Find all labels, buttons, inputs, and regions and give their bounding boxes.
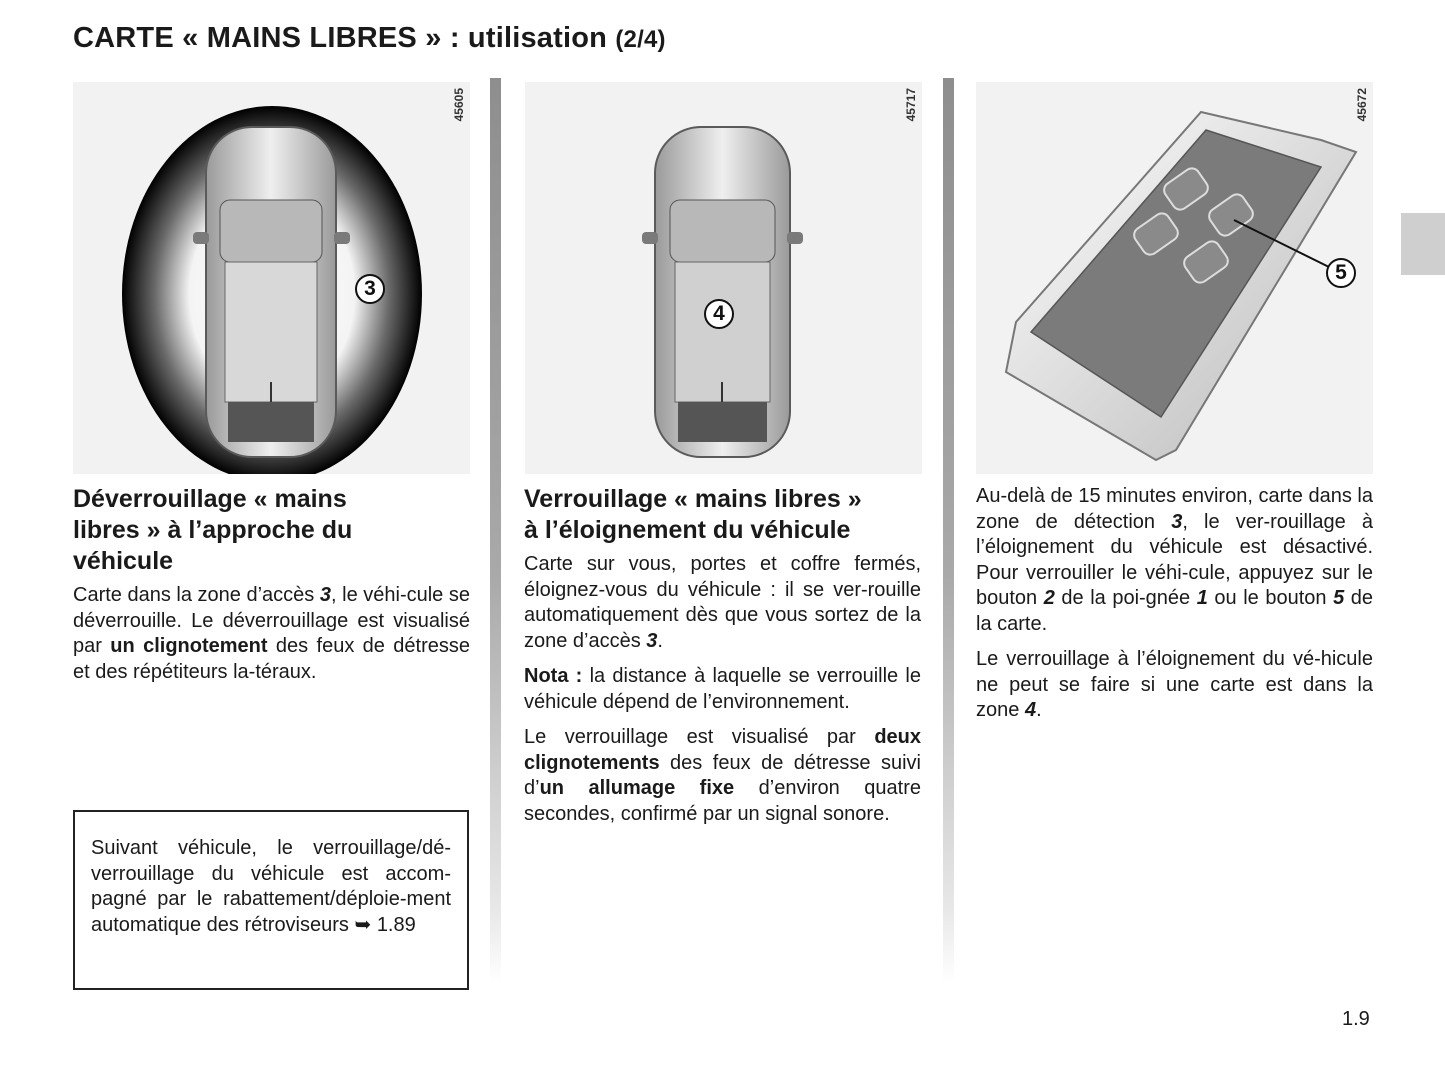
zone4-paragraph [976,647,1373,724]
page-title-main: CARTE « MAINS LIBRES » : utilisation [73,22,608,54]
column-deactivation [976,484,1373,734]
section-heading-unlocking [73,484,470,577]
heading-line: libres » à l’approche du [73,516,353,544]
note-box [73,810,469,990]
callout-4: 4 [704,299,734,329]
text: . [1036,699,1042,721]
car-locking-illustration [525,82,922,474]
heading-line: véhicule [73,547,174,575]
callout-3: 3 [355,274,385,304]
section-heading-locking [524,484,921,546]
text: , le ver-rouillage à l’éloignement du véhicule est désactivé. Pour verrouiller le véhi-cule, appuyez sur le bouton [976,510,1373,609]
heading-line: Verrouillage « mains libres » [524,485,862,513]
text: la distance à laquelle se verrouille le véhicule dépend de l’environnement. [524,665,921,713]
zone-ref: 3 [319,584,331,606]
arrow-icon: ➥ [354,913,372,936]
text: de la poi-gnée [1054,587,1197,609]
column-locking [524,484,921,837]
emphasis: un allumage fixe [539,777,735,799]
text: des feux de détresse et des répétiteurs la-téraux. [73,635,471,683]
zone-ref: 4 [1024,699,1037,721]
column-unlocking [73,484,470,695]
heading-line: Déverrouillage « mains [73,485,347,513]
unlocking-paragraph [73,583,470,685]
page-title-part: (2/4) [615,26,666,53]
page-number: 1.9 [1342,1008,1370,1030]
heading-line: à l’éloignement du véhicule [524,516,851,544]
emphasis: un clignotement [110,635,268,657]
car-top-view [642,127,803,457]
button-ref: 2 [1043,587,1055,609]
figure-car-locking [525,82,922,474]
text: ou le bouton [1207,587,1334,609]
zone-ref: 3 [646,629,658,652]
text: Le verrouillage est visualisé par [524,726,875,748]
text: Au-delà de 15 minutes environ, carte dans la zone de détection [976,485,1373,533]
locking-signal-paragraph [524,725,921,827]
figure-ref-number: 45717 [904,88,918,122]
text: Carte sur vous, portes et coffre fermés, éloignez-vous du véhicule : il se ver-rouille automatiquement dès que vous sortez de la zone d’accès [524,553,921,652]
page-ref-link[interactable]: 1.89 [376,913,416,936]
figure-car-access-zone [73,82,470,474]
callout-5: 5 [1326,258,1356,288]
column-divider [943,78,954,983]
key-card-illustration [976,82,1373,474]
emphasis: deux clignotements [524,726,921,774]
figure-ref-number: 45605 [452,88,466,122]
section-tab [1401,213,1445,275]
text: des feux de détresse suivi d’ [524,751,921,799]
zone-ref: 3 [1171,510,1183,533]
figure-ref-number: 45672 [1355,88,1369,122]
column-divider [490,78,501,983]
nota-paragraph [524,664,921,715]
note-text [91,836,451,938]
text: Carte dans la zone d’accès [73,584,320,606]
text: Suivant véhicule, le verrouillage/dé-verrouillage du véhicule est accom-pagné par le rabattement/déploie-ment automatique des rétroviseurs [91,837,451,936]
text: d’environ quatre secondes, confirmé par un signal sonore. [524,777,921,825]
nota-label: Nota : [524,665,583,687]
figure-key-card [976,82,1373,474]
car-access-zone-illustration [73,82,470,474]
handle-ref: 1 [1196,587,1208,609]
locking-paragraph [524,552,921,654]
text: Le verrouillage à l’éloignement du vé-hicule ne peut se faire si une carte est dans la zone [976,648,1373,721]
text: . [657,629,663,652]
text: , le véhi-cule se déverrouille. Le déverrouillage est visualisé par [73,584,470,657]
card-button-ref: 5 [1333,587,1345,609]
text: de la carte. [976,587,1373,635]
deactivation-paragraph [976,484,1373,637]
page-title [73,22,666,55]
car-top-view [193,127,350,457]
